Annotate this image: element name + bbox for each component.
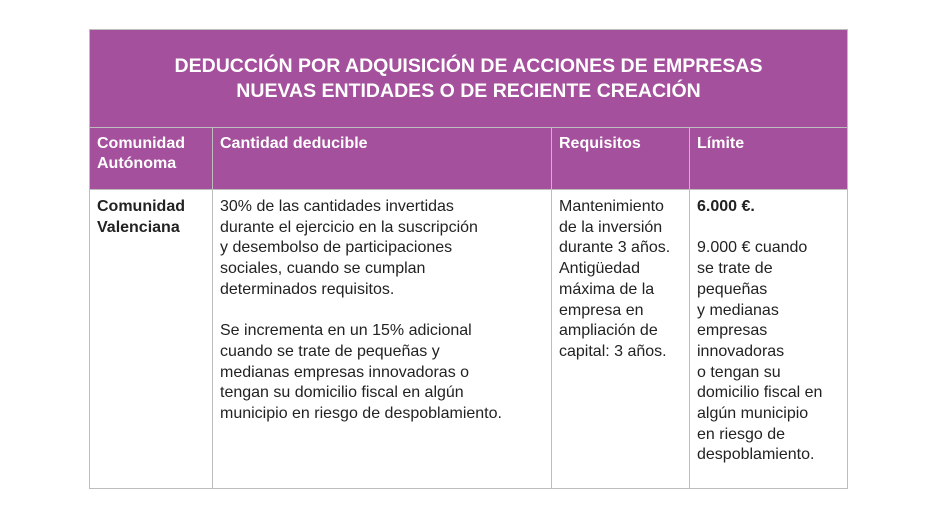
cantidad-p1-line: determinados requisitos. xyxy=(220,280,395,298)
header-comunidad-line-2: Autónoma xyxy=(97,155,177,172)
cell-cantidad xyxy=(213,190,552,489)
deduction-table xyxy=(89,29,848,489)
cell-comunidad-line-2: Valenciana xyxy=(97,218,180,236)
cantidad-p2-line: medianas empresas innovadoras o xyxy=(220,363,470,381)
cantidad-p1-line: sociales, cuando se cumplan xyxy=(220,260,426,278)
requisitos-line: ampliación de xyxy=(559,322,658,340)
title-row xyxy=(90,30,848,128)
cantidad-paragraph-2 xyxy=(220,321,545,425)
requisitos-line: Antigüedad xyxy=(559,260,640,278)
limite-line: despoblamiento. xyxy=(697,446,815,464)
header-requisitos: Requisitos xyxy=(552,128,690,190)
cantidad-p2-line: Se incrementa en un 15% adicional xyxy=(220,322,472,340)
table-row xyxy=(90,190,848,489)
limite-amount: 6.000 €. xyxy=(697,198,755,215)
limite-line: pequeñas xyxy=(697,280,768,298)
limite-line: algún municipio xyxy=(697,405,809,423)
cantidad-p1-line: 30% de las cantidades invertidas xyxy=(220,198,454,215)
cantidad-p2-line: tengan su domicilio fiscal en algún xyxy=(220,384,464,402)
requisitos-line: empresa en xyxy=(559,301,644,319)
header-comunidad xyxy=(90,128,213,190)
cantidad-p1-line: durante el ejercicio en la suscripción xyxy=(220,218,478,236)
header-limite: Límite xyxy=(690,128,848,190)
header-row xyxy=(90,128,848,190)
limite-line: en riesgo de xyxy=(697,425,786,443)
header-cantidad: Cantidad deducible xyxy=(213,128,552,190)
requisitos-line: Mantenimiento xyxy=(559,198,664,215)
header-comunidad-line-1: Comunidad xyxy=(97,135,185,152)
cell-limite xyxy=(690,190,848,489)
cantidad-p2-line: municipio en riesgo de despoblamiento. xyxy=(220,405,502,423)
cantidad-p2-line: cuando se trate de pequeñas y xyxy=(220,342,440,360)
limite-line: innovadoras xyxy=(697,342,785,360)
cell-comunidad-line-1: Comunidad xyxy=(97,198,185,215)
table-title-line-1: DEDUCCIÓN POR ADQUISICIÓN DE ACCIONES DE EMPRESAS xyxy=(174,54,763,77)
cantidad-paragraph-1 xyxy=(220,197,545,301)
table-title xyxy=(90,30,848,128)
cell-requisitos xyxy=(552,190,690,489)
limite-line: se trate de xyxy=(697,260,773,278)
cell-comunidad xyxy=(90,190,213,489)
requisitos-line: máxima de la xyxy=(559,280,655,298)
limite-line: domicilio fiscal en xyxy=(697,384,823,402)
cantidad-p1-line: y desembolso de participaciones xyxy=(220,239,453,257)
limite-line: empresas xyxy=(697,322,768,340)
limite-line: o tengan su xyxy=(697,363,781,381)
limite-line: 9.000 € cuando xyxy=(697,239,808,257)
requisitos-line: capital: 3 años. xyxy=(559,342,667,360)
requisitos-line: durante 3 años. xyxy=(559,239,671,257)
limite-line: y medianas xyxy=(697,301,779,319)
requisitos-line: de la inversión xyxy=(559,218,663,236)
table-title-line-2: NUEVAS ENTIDADES O DE RECIENTE CREACIÓN xyxy=(236,79,701,102)
